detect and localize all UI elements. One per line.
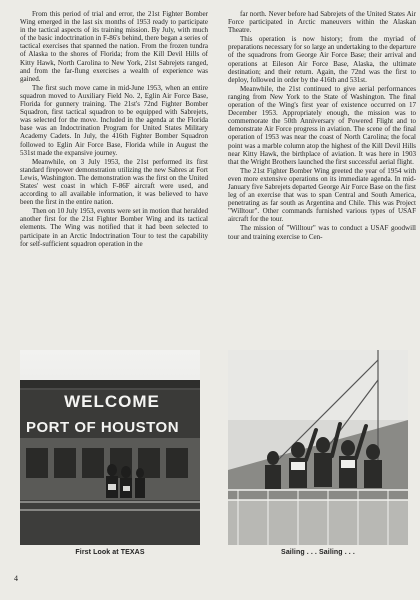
text-column-right bbox=[228, 10, 416, 241]
paragraph: Meanwhile, on 3 July 1953, the 21st performed its first standard firepower demonstration utilizing the new Sabres at Fort Lewis, Washington. The demonstration was the first on the United States' west coast in which F-86F aircraft were used, and according to all available information, it was believed to have been the first in the entire nation. bbox=[20, 157, 208, 207]
paragraph: The mission of "Willtour" was to conduct a USAF goodwill tour and training exercise to Cen- bbox=[228, 224, 416, 241]
photo-caption-right: Sailing . . . Sailing . . . bbox=[281, 549, 355, 556]
sign-welcome: WELCOME bbox=[64, 392, 160, 411]
sign-port-of-houston: PORT OF HOUSTON bbox=[26, 419, 180, 436]
paragraph: Then on 10 July 1953, events were set in motion that heralded another first for the 21st Fighter Bomber Wing and its tactical elements. The Wing was notified that it had been selected to participate in an Arctic Indoctrination Tour to test the capability for self-sufficient squadron operation in the bbox=[20, 207, 208, 248]
paragraph: From this period of trial and error, the 21st Fighter Bomber Wing emerged in the last six months of 1953 ready to participate in the tactical aspects of its training mission. By July, with much of the basic indoctrination in F-86's behind, there began a series of tactical exercises that spanned the nation. From the frozen tundra of Alaska to the shores of Florida; from the Kill Devil Hills of Kitty Hawk, North Carolina to New York, 21st Sabrejets ranged, and from the far-flung exercises a wealth of experience was gained. bbox=[20, 10, 208, 83]
page-number: 4 bbox=[14, 574, 18, 583]
photo-port-of-houston-image bbox=[20, 350, 200, 545]
paragraph: The first such move came in mid-June 1953, when an entire squadron moved to Auxiliary Field No. 2, Eglin Air Force Base, Florida for gunnery training. The 21st's 72nd Fighter Bomber Squadron, first tactical squadron to be equipped with Sabrejets, was selected for the move. Included in the agenda at the Florida base was an Indoctrination Program for United States Military Academy Cadets. In July, the 416th Fighter Bomber Squadron followed to Eglin Air Force Base, Florida while in August the 531st made the expansive journey. bbox=[20, 83, 208, 157]
photo-ship-deck bbox=[228, 350, 408, 545]
paragraph: This operation is now history; from the myriad of preparations necessary for so large an undertaking to the departure of the squadrons from George Air Force Base; their arrival and operations at Eileson Air Force Base, Alaska, the ultimate destination; and their return. Again, the 72nd was the first to deploy, followed in order by the 416th and 531st. bbox=[228, 35, 416, 84]
photo-port-of-houston bbox=[20, 350, 200, 545]
photo-ship-deck-image bbox=[228, 350, 408, 545]
text-column-left bbox=[20, 10, 208, 248]
paragraph: far north. Never before had Sabrejets of the United States Air Force participated in Arctic maneuvers within the Alaskan Theatre. bbox=[228, 10, 416, 35]
paragraph: The 21st Fighter Bomber Wing greeted the year of 1954 with even more extensive operations on its immediate agenda. In mid-January five Sabrejets departed George Air Force Base on the first leg of an exercise that was to span Central and South America, penetrating as far south as Argentina and Chile. This was Project "Willtour". Other commands furnished various types of USAF aircraft for the tour. bbox=[228, 166, 416, 224]
photo-caption-left: First Look at TEXAS bbox=[75, 549, 145, 556]
paragraph: Meanwhile, the 21st continued to give aerial performances ranging from New York to the State of Washington. The final operation of the Wing's first year of existence occurred on 17 December 1953. Appropriately enough, the mission was to commemorate the 50th Anniversary of Powered Flight and to demonstrate Air Force progress in aviation. The scene of the final operation of 1953 was near the coast of North Carolina; the focal point was a marble column atop the highest of the Kill Devil Hills near Kitty Hawk, the birthplace of aviation. It was here in 1903 that the Wright Brothers launched the first successful aerial flight. bbox=[228, 84, 416, 166]
